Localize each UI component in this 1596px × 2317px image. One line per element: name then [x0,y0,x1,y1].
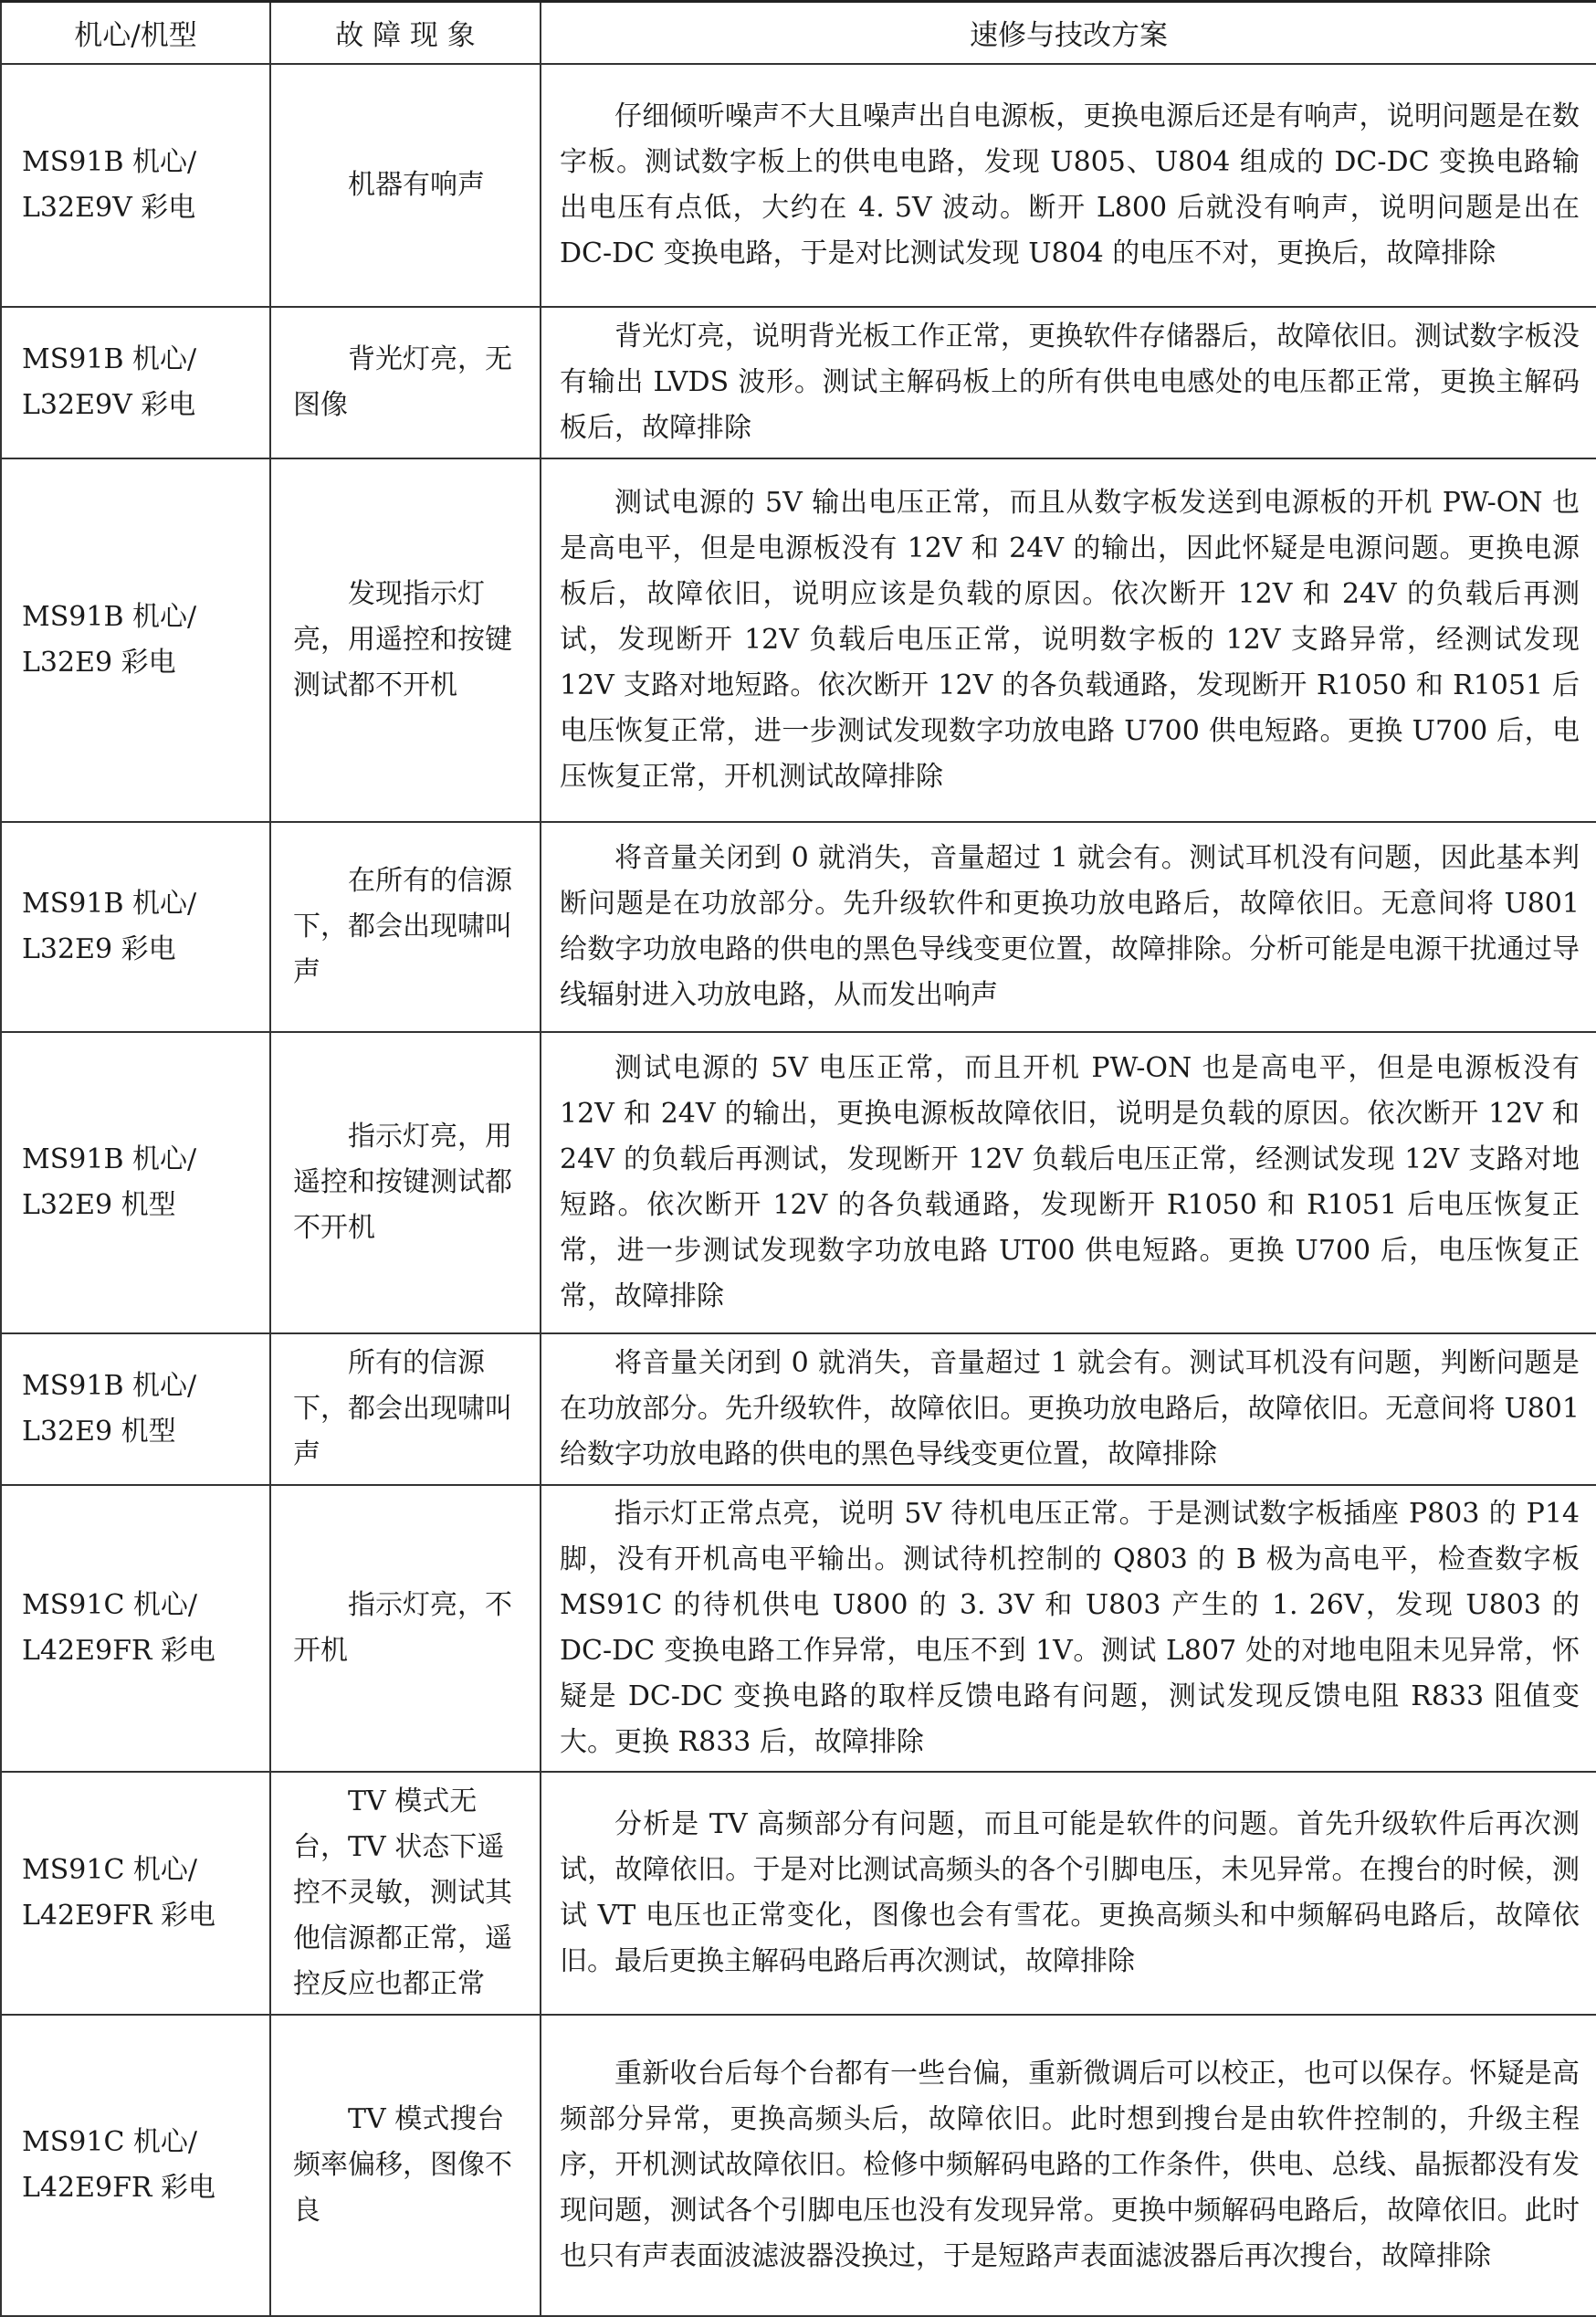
table-row [1,1032,1596,1333]
fault-cell: 机器有响声 [270,64,541,307]
fix-cell: 重新收台后每个台都有一些台偏，重新微调后可以校正，也可以保存。怀疑是高频部分异常，更换高频头后，故障依旧。此时想到搜台是由软件控制的，升级主程序，开机测试故障依旧。检修中频解码电路的工作条件，供电、总线、晶振都没有发现问题，测试各个引脚电压也没有发现异常。更换中频解码电路后，故障依旧。此时也只有声表面波滤波器没换过，于是短路声表面滤波器后再次搜台，故障排除 [541,2015,1596,2316]
model-cell: MS91C 机心/ L42E9FR 彩电 [1,2015,270,2316]
table-row [1,64,1596,307]
fix-cell: 分析是 TV 高频部分有问题，而且可能是软件的问题。首先升级软件后再次测试，故障依旧。于是对比测试高频头的各个引脚电压，未见异常。在搜台的时候，测试 VT 电压也正常变化，图像也会有雪花。更换高频头和中频解码电路后，故障依旧。最后更换主解码电路后再次测试，故障排除 [541,1772,1596,2015]
model-cell: MS91C 机心/ L42E9FR 彩电 [1,1485,270,1772]
fix-cell: 将音量关闭到 0 就消失，音量超过 1 就会有。测试耳机没有问题，因此基本判断问题是在功放部分。先升级软件和更换功放电路后，故障依旧。无意间将 U801 给数字功放电路的供电的黑色导线变更位置，故障排除。分析可能是电源干扰通过导线辐射进入功放电路，从而发出响声 [541,822,1596,1032]
model-cell: MS91B 机心/ L32E9 彩电 [1,458,270,822]
model-cell: MS91C 机心/ L42E9FR 彩电 [1,1772,270,2015]
table-row [1,1333,1596,1485]
table-row [1,307,1596,458]
table-row [1,822,1596,1032]
table-row [1,2015,1596,2316]
fix-cell: 将音量关闭到 0 就消失，音量超过 1 就会有。测试耳机没有问题，判断问题是在功放部分。先升级软件，故障依旧。更换功放电路后，故障依旧。无意间将 U801 给数字功放电路的供电的黑色导线变更位置，故障排除 [541,1333,1596,1485]
fix-cell: 测试电源的 5V 电压正常，而且开机 PW-ON 也是高电平，但是电源板没有 12V 和 24V 的输出，更换电源板故障依旧，说明是负载的原因。依次断开 12V 和 24V 的负载后再测试，发现断开 12V 负载后电压正常，经测试发现 12V 支路对地短路。依次断开 12V 的各负载通路，发现断开 R1050 和 R1051 后电压恢复正常，进一步测试发现数字功放电路 UT00 供电短路。更换 U700 后，电压恢复正常，故障排除 [541,1032,1596,1333]
fix-cell: 仔细倾听噪声不大且噪声出自电源板，更换电源后还是有响声，说明问题是在数字板。测试数字板上的供电电路，发现 U805、U804 组成的 DC-DC 变换电路输出电压有点低，大约在 4. 5V 波动。断开 L800 后就没有响声，说明问题是出在 DC-DC 变换电路，于是对比测试发现 U804 的电压不对，更换后，故障排除 [541,64,1596,307]
header-fix: 速修与技改方案 [541,2,1596,64]
fault-cell: 在所有的信源下，都会出现啸叫声 [270,822,541,1032]
model-cell: MS91B 机心/ L32E9V 彩电 [1,307,270,458]
fault-cell: TV 模式无台，TV 状态下遥控不灵敏，测试其他信源都正常，遥控反应也都正常 [270,1772,541,2015]
fault-cell: 背光灯亮，无图像 [270,307,541,458]
table-row [1,458,1596,822]
model-cell: MS91B 机心/ L32E9 彩电 [1,822,270,1032]
model-cell: MS91B 机心/ L32E9V 彩电 [1,64,270,307]
model-cell: MS91B 机心/ L32E9 机型 [1,1032,270,1333]
header-model: 机心/机型 [1,2,270,64]
fault-cell: 指示灯亮，不开机 [270,1485,541,1772]
fault-cell: 指示灯亮，用遥控和按键测试都不开机 [270,1032,541,1333]
fault-cell: 发现指示灯亮，用遥控和按键测试都不开机 [270,458,541,822]
header-fault: 故 障 现 象 [270,2,541,64]
fix-cell: 测试电源的 5V 输出电压正常，而且从数字板发送到电源板的开机 PW-ON 也是高电平，但是电源板没有 12V 和 24V 的输出，因此怀疑是电源问题。更换电源板后，故障依旧，说明应该是负载的原因。依次断开 12V 和 24V 的负载后再测试，发现断开 12V 负载后电压正常，说明数字板的 12V 支路异常，经测试发现 12V 支路对地短路。依次断开 12V 的各负载通路，发现断开 R1050 和 R1051 后电压恢复正常，进一步测试发现数字功放电路 U700 供电短路。更换 U700 后，电压恢复正常，开机测试故障排除 [541,458,1596,822]
fault-cell: TV 模式搜台频率偏移，图像不良 [270,2015,541,2316]
table-row [1,1772,1596,2015]
fix-cell: 背光灯亮，说明背光板工作正常，更换软件存储器后，故障依旧。测试数字板没有输出 LVDS 波形。测试主解码板上的所有供电电感处的电压都正常，更换主解码板后，故障排除 [541,307,1596,458]
table-row [1,1485,1596,1772]
header-row [1,2,1596,64]
model-cell: MS91B 机心/ L32E9 机型 [1,1333,270,1485]
fix-cell: 指示灯正常点亮，说明 5V 待机电压正常。于是测试数字板插座 P803 的 P14 脚，没有开机高电平输出。测试待机控制的 Q803 的 B 极为高电平，检查数字板 MS91C 的待机供电 U800 的 3. 3V 和 U803 产生的 1. 26V，发现 U803 的 DC-DC 变换电路工作异常，电压不到 1V。测试 L807 处的对地电阻未见异常，怀疑是 DC-DC 变换电路的取样反馈电路有问题，测试发现反馈电阻 R833 阻值变大。更换 R833 后，故障排除 [541,1485,1596,1772]
fault-cell: 所有的信源下，都会出现啸叫声 [270,1333,541,1485]
